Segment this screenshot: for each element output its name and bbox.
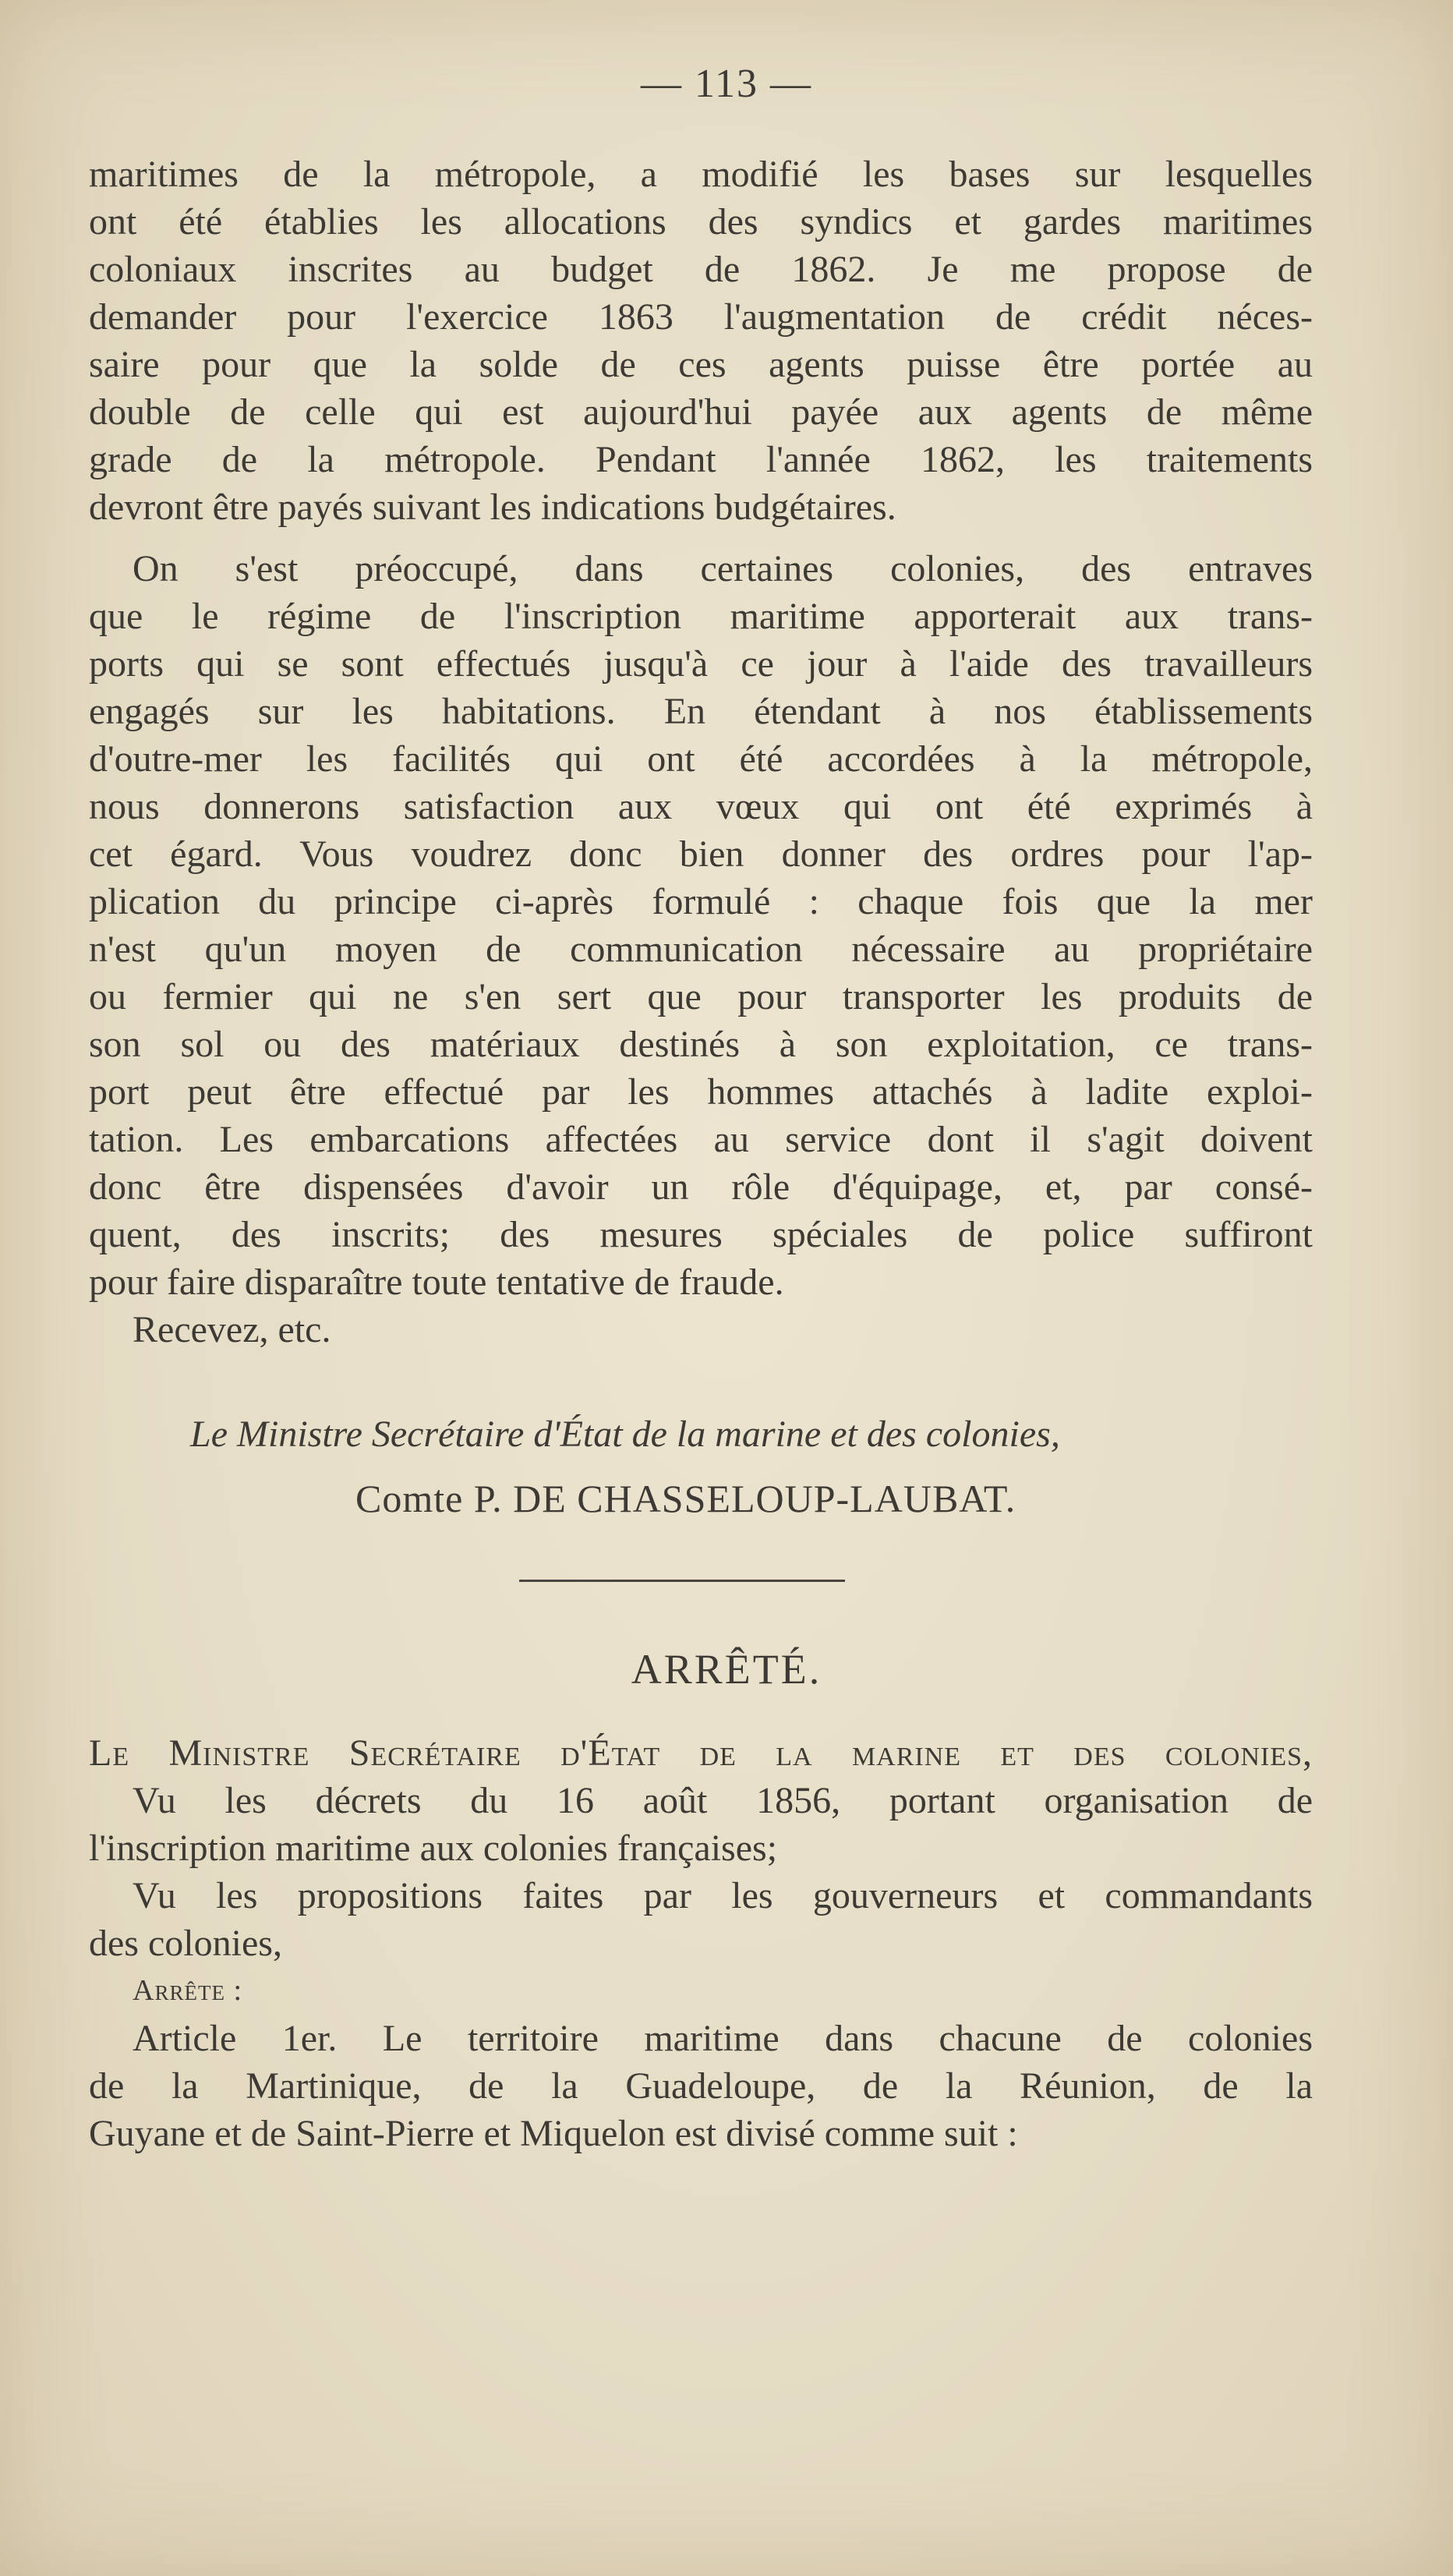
text-line: Guyane et de Saint-Pierre et Miquelon est divisé comme suit : bbox=[89, 2113, 1018, 2154]
text-line: pour faire disparaître toute tentative de fraude. bbox=[89, 1261, 784, 1303]
text-line: donc être dispensées d'avoir un rôle d'équipage, et, par consé- bbox=[89, 1166, 1313, 1208]
text-line: que le régime de l'inscription maritime apporterait aux trans- bbox=[89, 596, 1313, 637]
text-line: demander pour l'exercice 1863 l'augmentation de crédit néces- bbox=[89, 296, 1313, 338]
text-line: nous donnerons satisfaction aux vœux qui ont été exprimés à bbox=[89, 786, 1313, 827]
arrete-heading: ARRÊTÉ. bbox=[631, 1646, 822, 1693]
arrete-body bbox=[89, 1729, 1313, 2157]
closing-line: Recevez, etc. bbox=[133, 1309, 331, 1350]
paragraph-1 bbox=[89, 150, 1313, 531]
text-line: cet égard. Vous voudrez donc bien donner des ordres pour l'ap- bbox=[89, 833, 1313, 875]
text-line: coloniaux inscrites au budget de 1862. Je me propose de bbox=[89, 249, 1313, 290]
text-line: ports qui se sont effectués jusqu'à ce jour à l'aide des travailleurs bbox=[89, 643, 1313, 685]
text-line: plication du principe ci-après formulé : chaque fois que la mer bbox=[89, 881, 1313, 922]
page-number: — 113 — bbox=[640, 62, 813, 106]
text-line: maritimes de la métropole, a modifié les bases sur lesquelles bbox=[89, 154, 1313, 195]
arrete-label: Arrête : bbox=[133, 1974, 242, 2007]
text-line: double de celle qui est aujourd'hui payée aux agents de même bbox=[89, 391, 1313, 433]
text-line: d'outre-mer les facilités qui ont été accordées à la métropole, bbox=[89, 738, 1313, 780]
text-line: n'est qu'un moyen de communication nécessaire au propriétaire bbox=[89, 929, 1313, 970]
text-line: Vu les propositions faites par les gouverneurs et commandants bbox=[133, 1875, 1313, 1916]
text-line: tation. Les embarcations affectées au service dont il s'agit doivent bbox=[89, 1119, 1313, 1160]
text-line: ou fermier qui ne s'en sert que pour transporter les produits de bbox=[89, 976, 1313, 1017]
text-line: port peut être effectué par les hommes attachés à ladite exploi- bbox=[89, 1071, 1313, 1113]
signature-name: Comte P. DE CHASSELOUP-LAUBAT. bbox=[355, 1477, 1016, 1520]
text-line: ont été établies les allocations des syndics et gardes maritimes bbox=[89, 201, 1313, 242]
text-line: saire pour que la solde de ces agents puisse être portée au bbox=[89, 344, 1313, 385]
text-line: devront être payés suivant les indications budgétaires. bbox=[89, 487, 896, 528]
text-line: son sol ou des matériaux destinés à son exploitation, ce trans- bbox=[89, 1024, 1313, 1065]
text-line: Article 1er. Le territoire maritime dans chacune de colonies bbox=[133, 2018, 1313, 2059]
arrete-preamble: Le Ministre Secrétaire d'État de la marine et des colonies, bbox=[89, 1732, 1313, 1774]
text-line: engagés sur les habitations. En étendant à nos établissements bbox=[89, 691, 1313, 732]
text-line: de la Martinique, de la Guadeloupe, de la Réunion, de la bbox=[89, 2065, 1313, 2107]
text-line: grade de la métropole. Pendant l'année 1862, les traitements bbox=[89, 439, 1313, 480]
text-line: Vu les décrets du 16 août 1856, portant organisation de bbox=[133, 1780, 1313, 1821]
signature-title: Le Ministre Secrétaire d'État de la marine et des colonies, bbox=[190, 1414, 1060, 1455]
section-divider bbox=[519, 1580, 845, 1582]
text-line: On s'est préoccupé, dans certaines colonies, des entraves bbox=[133, 548, 1313, 589]
text-line: l'inscription maritime aux colonies françaises; bbox=[89, 1828, 778, 1869]
text-line: des colonies, bbox=[89, 1923, 282, 1964]
paragraph-2 bbox=[89, 545, 1313, 1353]
text-line: quent, des inscrits; des mesures spéciales de police suffiront bbox=[89, 1214, 1313, 1255]
